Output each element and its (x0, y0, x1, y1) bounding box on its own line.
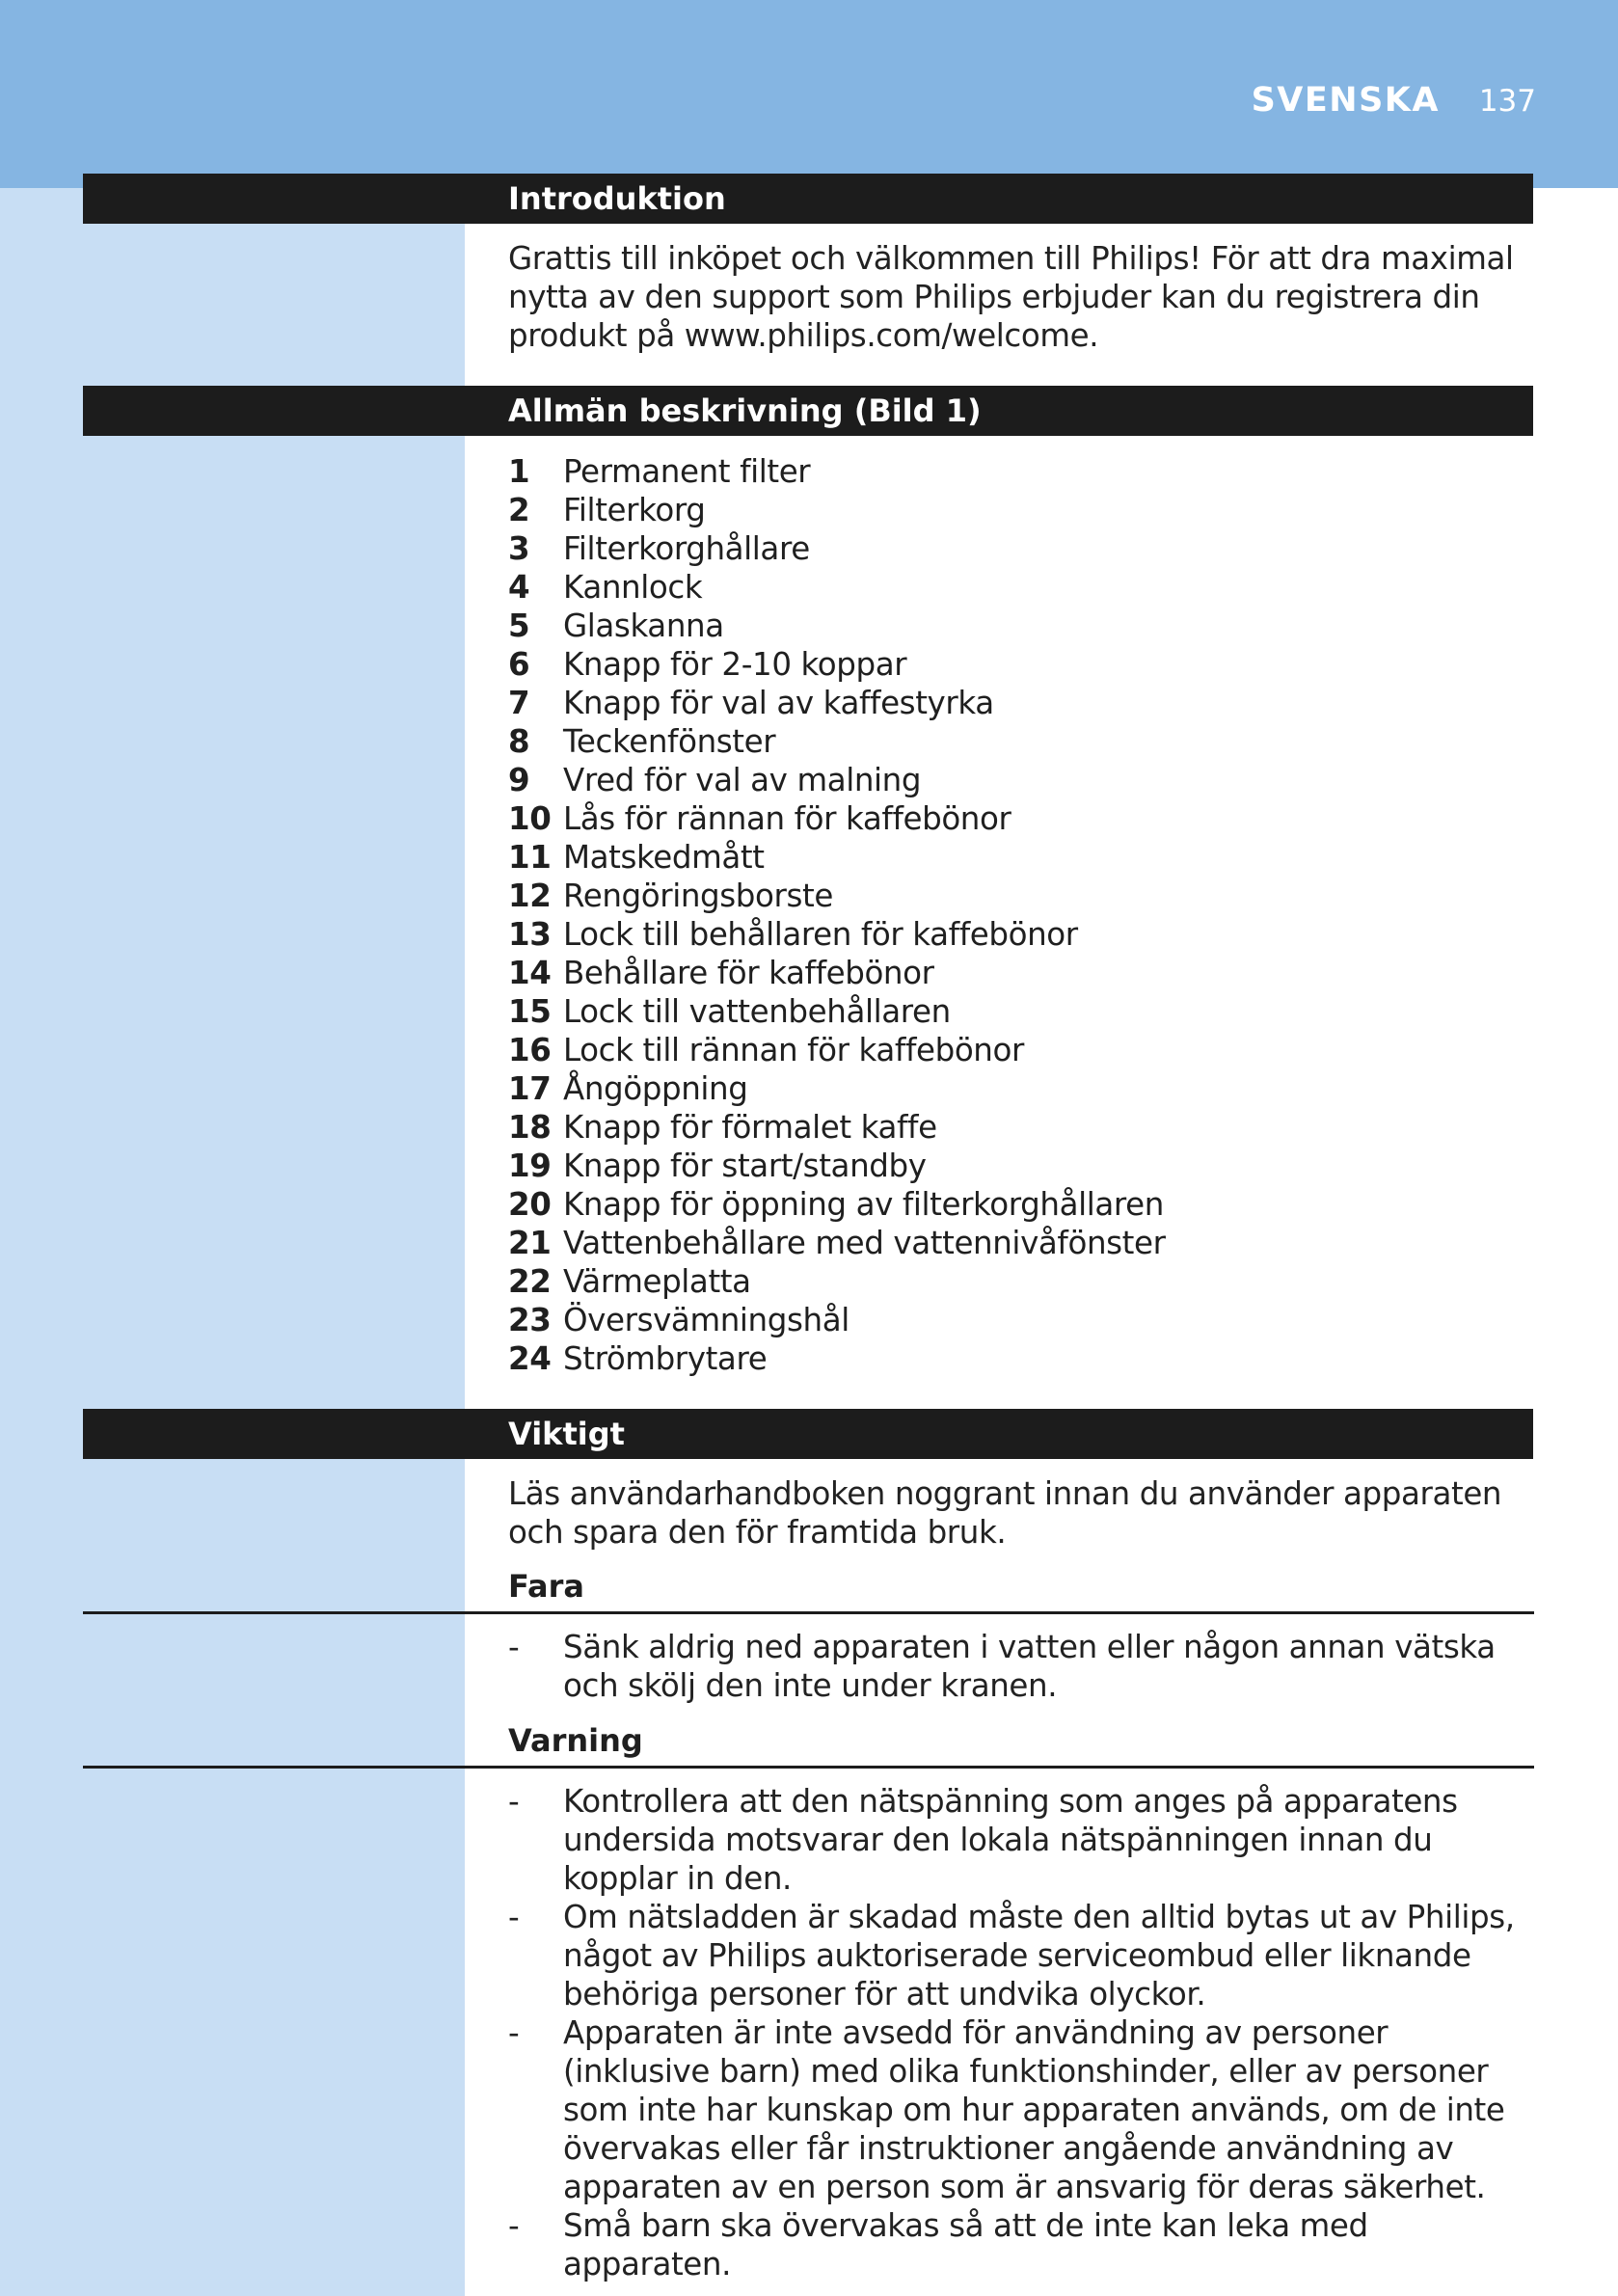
item-number: 18 (508, 1109, 552, 1146)
list-item (508, 529, 1166, 568)
item-number: 22 (508, 1263, 552, 1300)
section-title: Allmän beskrivning (Bild 1) (508, 392, 982, 429)
item-number: 20 (508, 1186, 552, 1223)
item-label: Knapp för öppning av filterkorghållaren (563, 1186, 1164, 1223)
item-label: Knapp för förmalet kaffe (563, 1109, 937, 1146)
list-item (508, 799, 1166, 838)
list-item (508, 1069, 1166, 1108)
dash-marker: - (508, 2207, 520, 2244)
item-number: 21 (508, 1225, 552, 1261)
item-label: Lock till behållaren för kaffebönor (563, 916, 1078, 953)
item-label: Permanent filter (563, 453, 811, 490)
item-number: 9 (508, 762, 530, 798)
fara-list (508, 1628, 1533, 1705)
dash-marker: - (508, 1783, 520, 1820)
section-title: Introduktion (508, 180, 726, 217)
dash-marker: - (508, 2014, 520, 2051)
list-item (508, 877, 1166, 915)
item-label: Strömbrytare (563, 1340, 768, 1377)
bullet-text: Apparaten är inte avsedd för användning av personer (inklusive barn) med olika funktionshinder, eller av personer som inte har kunskap om hur apparaten används, om de inte övervakas eller får instruktioner angående användning av apparaten av en person som är ansvarig för deras säkerhet. (563, 2014, 1505, 2205)
item-number: 7 (508, 685, 530, 721)
list-item (508, 1301, 1166, 1339)
item-label: Knapp för val av kaffestyrka (563, 685, 994, 721)
item-label: Lock till rännan för kaffebönor (563, 1032, 1024, 1068)
list-item (508, 645, 1166, 684)
list-item (508, 954, 1166, 992)
item-label: Värmeplatta (563, 1263, 751, 1300)
bullet-item (508, 1782, 1533, 1898)
divider (83, 1766, 1534, 1769)
varning-list (508, 1782, 1533, 2283)
item-number: 1 (508, 453, 530, 490)
list-item (508, 1108, 1166, 1147)
dash-marker: - (508, 1899, 520, 1935)
list-item (508, 1031, 1166, 1069)
item-label: Knapp för 2-10 koppar (563, 646, 907, 683)
list-item (508, 491, 1166, 529)
list-item (508, 607, 1166, 645)
list-item (508, 452, 1166, 491)
item-label: Matskedmått (563, 839, 765, 876)
item-label: Glaskanna (563, 608, 724, 644)
list-item (508, 684, 1166, 722)
item-label: Ångöppning (563, 1070, 748, 1107)
page-number: 137 (1478, 84, 1536, 119)
list-item (508, 1224, 1166, 1262)
list-item (508, 722, 1166, 761)
item-number: 15 (508, 993, 552, 1030)
item-number: 2 (508, 492, 530, 528)
list-item (508, 1262, 1166, 1301)
item-number: 16 (508, 1032, 552, 1068)
item-label: Lås för rännan för kaffebönor (563, 800, 1011, 837)
item-number: 14 (508, 955, 552, 991)
item-number: 10 (508, 800, 552, 837)
item-label: Vred för val av malning (563, 762, 922, 798)
item-label: Filterkorghållare (563, 530, 810, 567)
item-number: 13 (508, 916, 552, 953)
subheading-varning: Varning (508, 1722, 643, 1759)
bullet-text: Sänk aldrig ned apparaten i vatten eller någon annan vätska och skölj den inte under kranen. (563, 1629, 1496, 1704)
item-number: 8 (508, 723, 530, 760)
bullet-text: Om nätsladden är skadad måste den alltid bytas ut av Philips, något av Philips auktoriserade serviceombud eller liknande behöriga personer för att undvika olyckor. (563, 1899, 1515, 2012)
list-item (508, 915, 1166, 954)
item-number: 6 (508, 646, 530, 683)
intro-paragraph: Grattis till inköpet och välkommen till Philips! För att dra maximal nytta av den support som Philips erbjuder kan du registrera din produkt på www.philips.com/welcome. (508, 240, 1514, 354)
dash-marker: - (508, 1629, 520, 1665)
item-number: 17 (508, 1070, 552, 1107)
language-label: SVENSKA (1251, 81, 1440, 120)
list-item (508, 568, 1166, 607)
subheading-fara: Fara (508, 1568, 584, 1605)
item-label: Behållare för kaffebönor (563, 955, 934, 991)
list-item (508, 992, 1166, 1031)
section-bar-viktigt (83, 1409, 1533, 1459)
item-number: 19 (508, 1148, 552, 1184)
list-item (508, 1339, 1166, 1378)
bullet-item (508, 2206, 1533, 2283)
section-bar-introduktion (83, 174, 1533, 224)
list-item (508, 838, 1166, 877)
item-label: Filterkorg (563, 492, 706, 528)
item-label: Rengöringsborste (563, 878, 833, 914)
item-label: Teckenfönster (563, 723, 776, 760)
item-label: Översvämningshål (563, 1302, 849, 1338)
bullet-item (508, 1898, 1533, 2013)
item-label: Vattenbehållare med vattennivåfönster (563, 1225, 1166, 1261)
bullet-text: Små barn ska övervakas så att de inte kan leka med apparaten. (563, 2207, 1368, 2282)
item-number: 5 (508, 608, 530, 644)
item-number: 23 (508, 1302, 552, 1338)
bullet-item (508, 1628, 1533, 1705)
bullet-item (508, 2013, 1533, 2206)
item-label: Lock till vattenbehållaren (563, 993, 951, 1030)
item-label: Kannlock (563, 569, 703, 606)
divider (83, 1611, 1534, 1614)
item-number: 3 (508, 530, 530, 567)
item-number: 11 (508, 839, 552, 876)
list-item (508, 1147, 1166, 1185)
list-item (508, 761, 1166, 799)
left-margin-column (0, 188, 465, 2296)
item-number: 12 (508, 878, 552, 914)
section-bar-beskrivning (83, 386, 1533, 436)
section-title: Viktigt (508, 1416, 625, 1452)
item-number: 24 (508, 1340, 552, 1377)
bullet-text: Kontrollera att den nätspänning som anges på apparatens undersida motsvarar den lokala nätspänningen innan du kopplar in den. (563, 1783, 1458, 1897)
item-number: 4 (508, 569, 530, 606)
list-item (508, 1185, 1166, 1224)
item-label: Knapp för start/standby (563, 1148, 927, 1184)
parts-list (508, 452, 1166, 1378)
viktigt-paragraph: Läs användarhandboken noggrant innan du använder apparaten och spara den för framtida bruk. (508, 1475, 1502, 1551)
